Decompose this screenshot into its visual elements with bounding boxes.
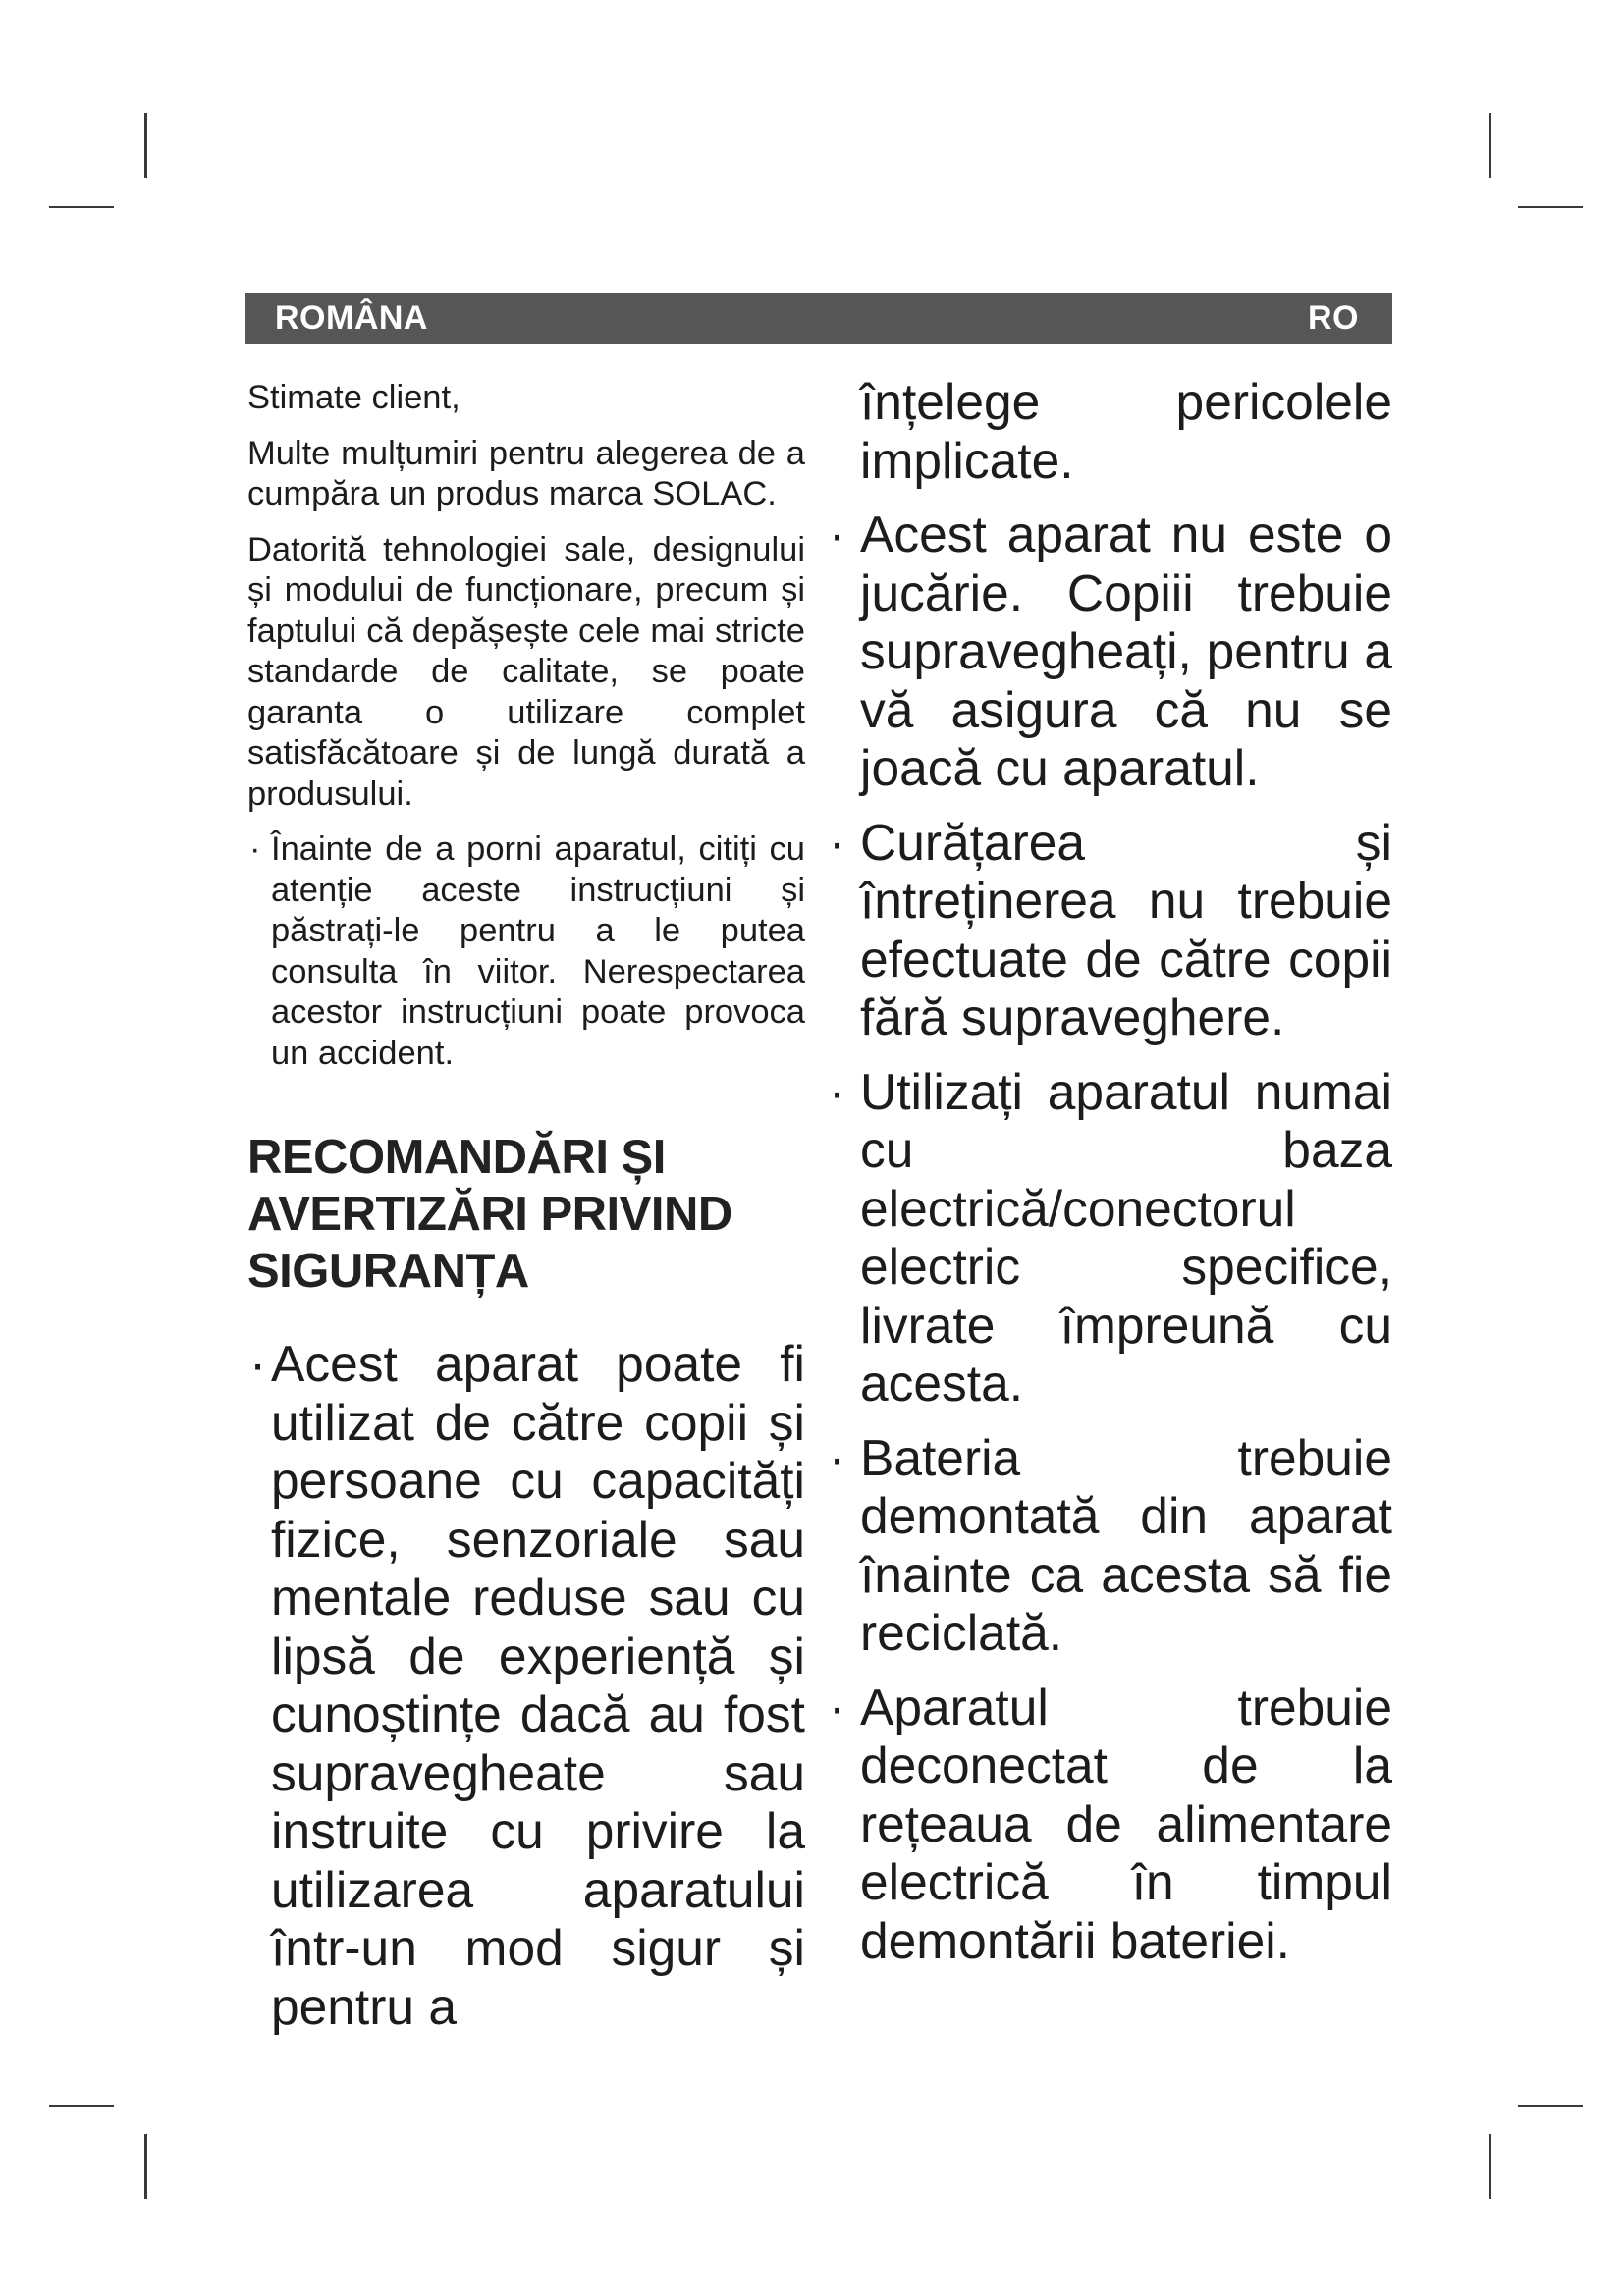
safety-item-text: Utilizați aparatul numai cu baza electrică/conectorul electric specifice, livrate împreună cu acesta. (860, 1062, 1392, 1412)
crop-mark-top-left-v (144, 113, 147, 178)
bullet-icon: · (829, 1062, 846, 1120)
thanks-paragraph: Multe mulțumiri pentru alegerea de a cumpăra un produs marca SOLAC. (247, 434, 805, 512)
crop-mark-top-right-h (1518, 206, 1583, 208)
bullet-icon: · (829, 1678, 846, 1735)
instruction-item (247, 829, 805, 1074)
bullet-icon: · (829, 506, 846, 562)
crop-mark-bottom-right-h (1518, 2105, 1583, 2107)
greeting: Stimate client, (247, 379, 460, 416)
language-code: RO (1308, 298, 1359, 337)
crop-mark-top-right-v (1489, 113, 1491, 178)
section-title: RECOMANDĂRI ȘI AVERTIZĂRI PRIVIND SIGURANȚA (247, 1131, 732, 1298)
safety-item (829, 813, 1392, 1047)
safety-item (829, 1062, 1392, 1414)
safety-item (829, 506, 1392, 798)
left-column (247, 378, 805, 2052)
safety-item (829, 1678, 1392, 1971)
safety-item-text: Acest aparat poate fi utilizat de către copii și persoane cu capacități fizice, senzoriale sau mentale reduse sau cu lipsă de experiență și cunoștințe dacă au fost supravegheate sau instruite cu privire la utilizarea aparatului într-un mod sigur și pentru a (271, 1335, 805, 2035)
safety-item-text: Aparatul trebuie deconectat de la rețeaua de alimentare electrică în timpul demontării bateriei. (860, 1678, 1392, 1969)
crop-mark-bottom-left-h (49, 2105, 114, 2107)
safety-item-continuation: înțelege pericolele implicate. (860, 373, 1392, 489)
safety-item-text: Acest aparat nu este o jucărie. Copiii trebuie supravegheați, pentru a vă asigura că nu se joacă cu aparatul. (860, 506, 1392, 796)
crop-mark-top-left-h (49, 206, 114, 208)
bullet-icon: · (249, 830, 261, 868)
bullet-icon: · (829, 813, 846, 871)
bullet-icon: · (249, 1335, 267, 1392)
description-paragraph: Datorită tehnologiei sale, designului și modului de funcționare, precum și faptului că depășește cele mai stricte standarde de calitate, se poate garanta o utilizare complet satisfăcătoare și de lungă durată a produsului. (247, 530, 805, 813)
bullet-icon: · (829, 1428, 846, 1486)
crop-mark-bottom-right-v (1489, 2134, 1491, 2199)
safety-item-text: Curățarea și întreținerea nu trebuie efectuate de către copii fără supraveghere. (860, 813, 1392, 1045)
safety-item-text: Bateria trebuie demontată din aparat înainte ca acesta să fie reciclată. (860, 1428, 1392, 1661)
language-header-bar (245, 293, 1392, 344)
right-column (829, 373, 1392, 1986)
instruction-text: Înainte de a porni aparatul, citiți cu atenție aceste instrucțiuni și păstrați-le pentru a le putea consulta în viitor. Nerespectarea acestor instrucțiuni poate provoca un accident. (271, 830, 805, 1072)
safety-item (829, 1428, 1392, 1663)
crop-mark-bottom-left-v (144, 2134, 147, 2199)
language-name: ROMÂNA (275, 298, 428, 337)
safety-item (247, 1335, 805, 2036)
